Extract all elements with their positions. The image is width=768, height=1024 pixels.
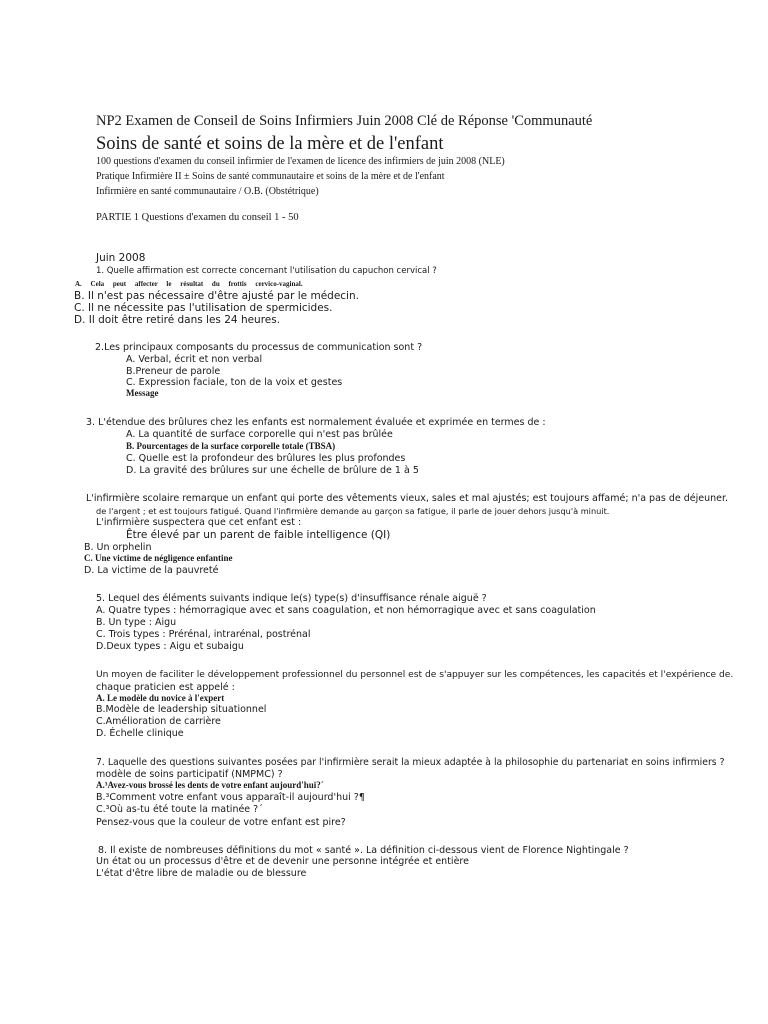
question-stem-line-1: 7. Laquelle des questions suivantes posées par l'infirmière serait la mieux adaptée à la philosophie du partenariat en soins infirmiers ? [96,757,725,768]
answer-a: Être élevé par un parent de faible intelligence (QI) [126,529,391,541]
answer-d: Pensez-vous que la couleur de votre enfant est pire? [96,817,346,828]
part-heading: PARTIE 1 Questions d'examen du conseil 1 - 50 [96,212,299,223]
answer-b: B. Un orphelin [84,542,152,553]
question-stem-line-2: modèle de soins participatif (NMPMC) ? [96,769,283,780]
question-stem-line-1: L'infirmière scolaire remarque un enfant qui porte des vêtements vieux, sales et mal ajustés; est toujours affamé; n'a pas de déjeuner. [86,493,729,504]
subtitle-line-1: 100 questions d'examen du conseil infirmier de l'examen de licence des infirmiers de juin 2008 (NLE) [96,156,505,167]
answer-a: A. Le modèle du novice à l'expert [96,693,225,703]
answer-b: L'état d'être libre de maladie ou de blessure [96,868,307,879]
answer-d: D. Il doit être retiré dans les 24 heures. [74,314,281,326]
answer-b: B.Modèle de leadership situationnel [96,704,267,715]
subtitle-line-2: Pratique Infirmière II ± Soins de santé communautaire et soins de la mère et de l'enfant [96,171,445,182]
answer-a: A.³Avez-vous brossé les dents de votre enfant aujourd'hui?´ [96,780,324,790]
date-label: Juin 2008 [96,252,146,264]
question-stem: 1. Quelle affirmation est correcte concernant l'utilisation du capuchon cervical ? [96,266,437,276]
question-stem: 5. Lequel des éléments suivants indique le(s) type(s) d'insuffisance rénale aiguë ? [96,593,487,604]
answer-c: C. Trois types : Prérénal, intrarénal, postrénal [96,629,311,640]
answer-d: Message [126,388,159,398]
answer-c: C. Une victime de négligence enfantine [84,553,233,563]
question-stem-line-2: de l'argent ; et est toujours fatigué. Quand l'infirmière demande au garçon sa fatigue, il parle de jouer dehors jusqu'à minuit. [96,506,610,516]
question-stem: 3. L'étendue des brûlures chez les enfants est normalement évaluée et exprimée en termes de : [86,417,546,428]
answer-d: D. La victime de la pauvreté [84,565,219,576]
question-stem-line-1: Un moyen de faciliter le développement professionnel du personnel est de s'appuyer sur les compétences, les capacités et l'expérience de. [96,670,734,680]
answer-b: B. Un type : Aigu [96,617,177,628]
answer-b: B. Il n'est pas nécessaire d'être ajusté par le médecin. [74,290,359,302]
question-stem: 8. Il existe de nombreuses définitions du mot « santé ». La définition ci-dessous vient de Florence Nightingale ? [98,845,629,856]
answer-b: B. Pourcentages de la surface corporelle totale (TBSA) [126,441,336,451]
answer-b: B.Preneur de parole [126,366,221,377]
question-stem-line-3: L'infirmière suspectera que cet enfant est : [96,517,302,528]
main-title: Soins de santé et soins de la mère et de l'enfant [96,134,444,154]
answer-c: C. Quelle est la profondeur des brûlures les plus profondes [126,453,406,464]
answer-a: A. Cela peut affecter le résultat du frottis cervico-vaginal. [75,280,303,288]
answer-a: A. Verbal, écrit et non verbal [126,354,263,365]
answer-d: D. La gravité des brûlures sur une échelle de brûlure de 1 à 5 [126,465,419,476]
subtitle-line-3: Infirmière en santé communautaire / O.B. (Obstétrique) [96,186,319,197]
answer-d: D.Deux types : Aigu et subaigu [96,641,244,652]
answer-a: A. Quatre types : hémorragique avec et sans coagulation, et non hémorragique avec et sans coagulation [96,605,596,616]
exam-title: NP2 Examen de Conseil de Soins Infirmiers Juin 2008 Clé de Réponse 'Communauté [96,113,593,129]
answer-a: A. La quantité de surface corporelle qui n'est pas brûlée [126,429,393,440]
answer-c: C.Amélioration de carrière [96,716,221,727]
answer-d: D. Échelle clinique [96,728,184,739]
question-stem-line-2: chaque praticien est appelé : [96,682,235,693]
question-stem: 2.Les principaux composants du processus de communication sont ? [95,342,423,353]
answer-a: Un état ou un processus d'être et de devenir une personne intégrée et entière [96,856,469,867]
answer-c: C.³Où as-tu été toute la matinée ?´ [96,804,263,815]
answer-b: B.³Comment votre enfant vous apparaît-il aujourd'hui ?¶ [96,792,365,803]
answer-c: C. Il ne nécessite pas l'utilisation de spermicides. [74,302,333,314]
answer-c: C. Expression faciale, ton de la voix et gestes [126,377,343,388]
